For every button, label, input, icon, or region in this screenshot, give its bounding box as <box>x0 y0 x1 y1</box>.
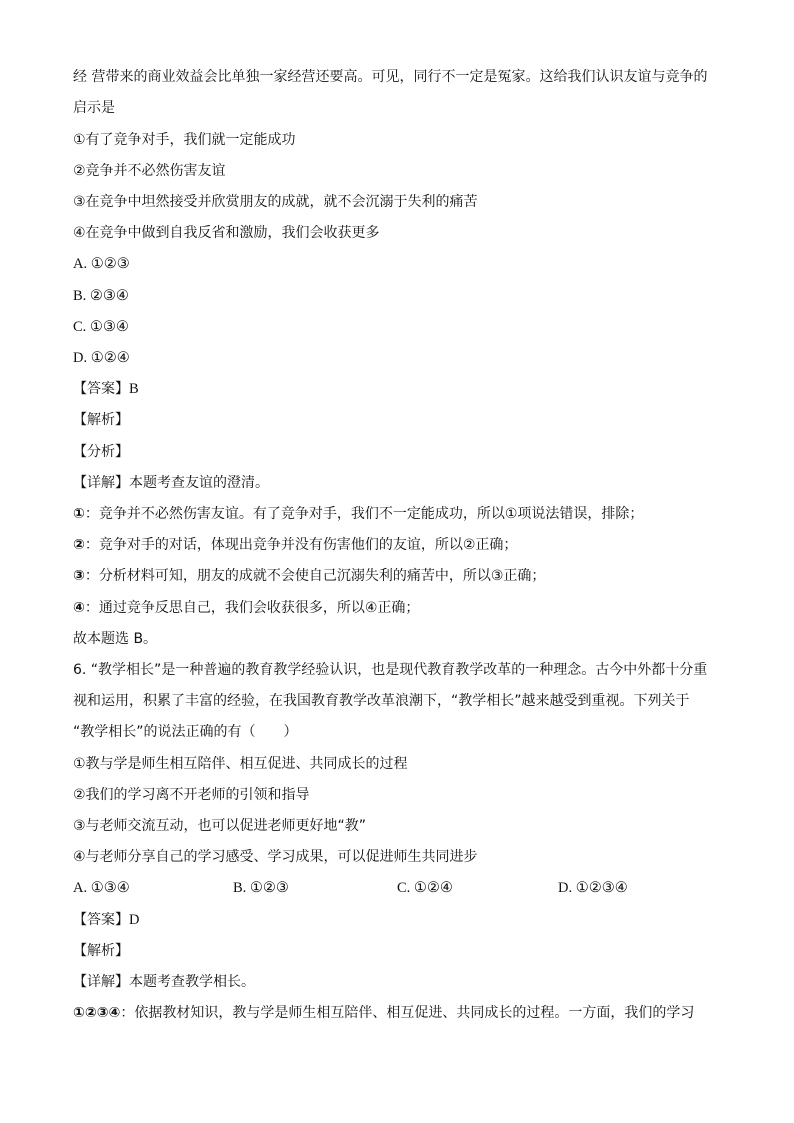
q5-answer <box>73 379 139 399</box>
detail-text: 本题考查友谊的澄清。 <box>129 475 269 491</box>
q6-option-c: C. ①②④ <box>397 880 453 896</box>
q6-option-a: A. ①③④ <box>73 880 130 896</box>
q6-stem-line-1: 6. “教学相长”是一种普遍的教育教学经验认识，也是现代教育教学改革的一种理念。古今中外都十分重 <box>73 662 708 678</box>
q5-fenxi-tag: 【分析】 <box>73 444 129 460</box>
q6-statement-3: ③与老师交流互动，也可以促进老师更好地“教” <box>73 818 367 834</box>
q5-stem-line-2: 启示是 <box>73 100 115 116</box>
q6-explanation <box>73 1003 694 1023</box>
q6-stem-line-3: “教学相长”的说法正确的有（ ） <box>73 724 298 740</box>
q6-option-d: D. ①②③④ <box>558 880 628 896</box>
explanation-text: ：竞争并不必然伤害友谊。有了竞争对手，我们不一定能成功，所以①项说法错误，排除； <box>84 506 644 522</box>
explanation-number: ① <box>73 506 85 522</box>
q6-statement-2: ②我们的学习离不开老师的引领和指导 <box>73 787 310 803</box>
explanation-text: ：通过竞争反思自己，我们会收获很多，所以④正确； <box>84 600 420 616</box>
explanation-text: ：分析材料可知，朋友的成就不会使自己沉溺失利的痛苦中，所以③正确； <box>84 568 546 584</box>
q5-explanation-1 <box>73 504 643 524</box>
q5-detail <box>73 473 269 493</box>
q6-analysis-tag: 【解析】 <box>73 943 129 959</box>
q5-explanation-4 <box>73 598 419 618</box>
q5-option-d: D. ①②④ <box>73 350 130 366</box>
answer-value: B <box>129 381 139 397</box>
explanation-number: ③ <box>73 568 85 584</box>
answer-tag: 【答案】 <box>73 381 129 397</box>
detail-tag: 【详解】 <box>73 974 129 990</box>
explanation-number: ①②③④ <box>73 1005 121 1021</box>
q5-option-a: A. ①②③ <box>73 256 130 272</box>
q6-detail <box>73 972 255 992</box>
q6-stem-line-2: 视和运用，积累了丰富的经验，在我国教育教学改革浪潮下，“教学相长”越来越受到重视。下列关于 <box>73 693 690 709</box>
q5-option-b: B. ②③④ <box>73 288 129 304</box>
answer-tag: 【答案】 <box>73 912 129 928</box>
q6-option-b: B. ①②③ <box>233 880 289 896</box>
q5-conclusion: 故本题选 B。 <box>73 631 158 647</box>
q6-statement-4: ④与老师分享自己的学习感受、学习成果，可以促进师生共同进步 <box>73 849 478 865</box>
q6-options-row <box>73 878 723 898</box>
explanation-number: ④ <box>73 600 85 616</box>
q5-stem-line-1: 经 营带来的商业效益会比单独一家经营还要高。可见，同行不一定是冤家。这给我们认识友谊与竞争的 <box>73 69 708 85</box>
detail-text: 本题考查教学相长。 <box>129 974 255 990</box>
q6-answer <box>73 910 139 930</box>
explanation-text: ：依据教材知识，教与学是师生相互陪伴、相互促进、共同成长的过程。一方面，我们的学习 <box>120 1005 695 1021</box>
q5-explanation-2 <box>73 535 517 555</box>
explanation-number: ② <box>73 537 85 553</box>
explanation-text: ：竞争对手的对话，体现出竞争并没有伤害他们的友谊，所以②正确； <box>84 537 518 553</box>
q5-analysis-tag: 【解析】 <box>73 412 129 428</box>
answer-value: D <box>129 912 140 928</box>
q5-option-c: C. ①③④ <box>73 319 129 335</box>
q5-statement-4: ④在竞争中做到自我反省和激励，我们会收获更多 <box>73 225 380 241</box>
q6-statement-1: ①教与学是师生相互陪伴、相互促进、共同成长的过程 <box>73 756 408 772</box>
q5-statement-2: ②竞争并不必然伤害友谊 <box>73 163 226 179</box>
q5-statement-3: ③在竞争中坦然接受并欣赏朋友的成就，就不会沉溺于失利的痛苦 <box>73 194 478 210</box>
q5-statement-1: ①有了竞争对手，我们就一定能成功 <box>73 132 296 148</box>
detail-tag: 【详解】 <box>73 475 129 491</box>
q5-explanation-3 <box>73 566 545 586</box>
